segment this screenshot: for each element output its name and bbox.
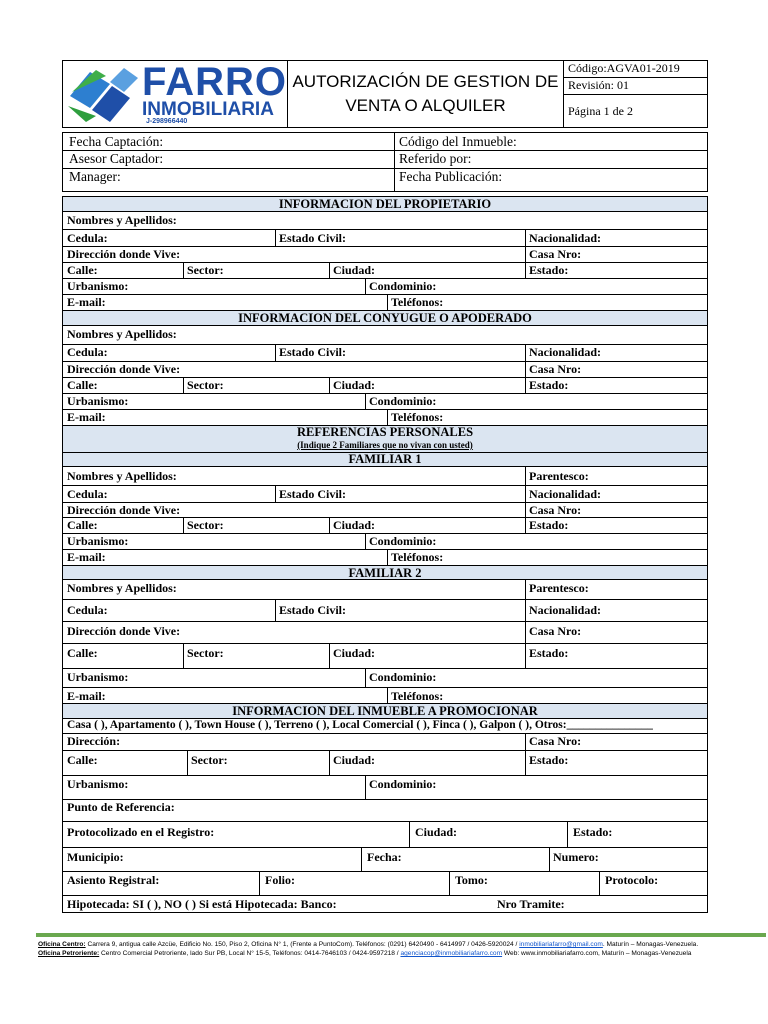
- section-referencias: [63, 425, 707, 453]
- propietario-cedula: Cedula:: [67, 231, 108, 245]
- inmueble-condominio: Condominio:: [369, 777, 437, 791]
- familiar2-nombres: Nombres y Apellidos:: [67, 581, 177, 595]
- tipos-inmueble: Casa ( ), Apartamento ( ), Town House ( ), Terreno ( ), Local Comercial ( ), Finca ( ), Galpon ( ), Otros:_______________: [67, 719, 653, 731]
- conyugue-estado: Estado:: [529, 378, 569, 392]
- familiar2-cedula: Cedula:: [67, 603, 108, 617]
- familiar2-casa-nro: Casa Nro:: [529, 624, 582, 638]
- conyugue-cedula: Cedula:: [67, 345, 108, 359]
- inmueble-casa-nro: Casa Nro:: [529, 734, 582, 748]
- conyugue-ciudad: Ciudad:: [333, 378, 376, 392]
- inmueble-ciudad: Ciudad:: [333, 753, 376, 767]
- logo-mark-icon: [66, 66, 142, 124]
- fecha-publicacion-label: Fecha Publicación:: [399, 169, 503, 184]
- title-line-2: VENTA O ALQUILER: [345, 96, 506, 115]
- inmueble-sector: Sector:: [191, 753, 228, 767]
- fecha-captacion-label: Fecha Captación:: [69, 134, 164, 149]
- familiar2-calle: Calle:: [67, 646, 98, 660]
- document-page: Página 1 de 2: [568, 104, 633, 118]
- inmueble-numero: Numero:: [553, 850, 599, 864]
- familiar1-direccion: Dirección donde Vive:: [67, 503, 181, 517]
- manager-label: Manager:: [69, 169, 121, 184]
- logo-name: FARRO: [142, 60, 287, 104]
- footer-bar: [36, 933, 766, 937]
- logo-subtitle: INMOBILIARIA: [142, 99, 274, 120]
- familiar1-nacionalidad: Nacionalidad:: [529, 487, 602, 501]
- section-familiar-2: FAMILIAR 2: [63, 565, 707, 580]
- familiar2-email: E-mail:: [67, 689, 106, 703]
- conyugue-direccion: Dirección donde Vive:: [67, 362, 181, 376]
- propietario-nombres: Nombres y Apellidos:: [67, 213, 177, 227]
- logo-rif: J-298966440: [146, 118, 188, 125]
- propietario-direccion: Dirección donde Vive:: [67, 247, 181, 261]
- conyugue-telefonos: Teléfonos:: [391, 410, 444, 424]
- conyugue-casa-nro: Casa Nro:: [529, 362, 582, 376]
- familiar1-condominio: Condominio:: [369, 534, 437, 548]
- propietario-calle: Calle:: [67, 263, 98, 277]
- inmueble-registro-estado: Estado:: [573, 825, 613, 839]
- inmueble-fecha: Fecha:: [367, 850, 402, 864]
- inmueble-protocolo: Protocolo:: [605, 873, 659, 887]
- conyugue-nombres: Nombres y Apellidos:: [67, 327, 177, 341]
- footer-oficina-centro: Oficina Centro: Carrera 9, antigua calle Azcüe, Edificio No. 150, Piso 2, Oficina N° 1, (Frente a PuntoCom). Teléfonos: (0291) 6420490 - 6414997 / 0426-5920024 / inmobiliariafarro@gmail.com. Maturín – Monagas-Venezuela.: [38, 941, 699, 948]
- familiar1-estado: Estado:: [529, 518, 569, 532]
- familiar2-ciudad: Ciudad:: [333, 646, 376, 660]
- inmueble-asiento: Asiento Registral:: [67, 873, 160, 887]
- propietario-casa-nro: Casa Nro:: [529, 247, 582, 261]
- familiar2-direccion: Dirección donde Vive:: [67, 624, 181, 638]
- inmueble-folio: Folio:: [265, 873, 295, 887]
- familiar1-nombres: Nombres y Apellidos:: [67, 469, 177, 483]
- propietario-sector: Sector:: [187, 263, 224, 277]
- propietario-nacionalidad: Nacionalidad:: [529, 231, 602, 245]
- form-grid: [62, 196, 708, 913]
- conyugue-condominio: Condominio:: [369, 394, 437, 408]
- section-conyugue: INFORMACION DEL CONYUGUE O APODERADO: [63, 310, 707, 326]
- section-familiar-1: FAMILIAR 1: [63, 453, 707, 467]
- familiar2-urbanismo: Urbanismo:: [67, 670, 129, 684]
- familiar2-sector: Sector:: [187, 646, 224, 660]
- inmueble-punto-referencia: Punto de Referencia:: [67, 800, 175, 814]
- inmueble-hipotecada: Hipotecada: SI ( ), NO ( ) Si está Hipotecada: Banco:: [67, 897, 337, 911]
- familiar2-condominio: Condominio:: [369, 670, 437, 684]
- inmueble-calle: Calle:: [67, 753, 98, 767]
- inmueble-municipio: Municipio:: [67, 850, 124, 864]
- conyugue-estado-civil: Estado Civil:: [279, 345, 347, 359]
- familiar1-calle: Calle:: [67, 518, 98, 532]
- familiar1-ciudad: Ciudad:: [333, 518, 376, 532]
- inmueble-tomo: Tomo:: [455, 873, 488, 887]
- propietario-email: E-mail:: [67, 295, 106, 309]
- inmueble-urbanismo: Urbanismo:: [67, 777, 129, 791]
- familiar2-telefonos: Teléfonos:: [391, 689, 444, 703]
- referencias-subtitle: (Indique 2 Familiares que no vivan con usted): [297, 440, 473, 450]
- familiar1-cedula: Cedula:: [67, 487, 108, 501]
- logo: [62, 60, 288, 128]
- conyugue-calle: Calle:: [67, 378, 98, 392]
- familiar1-casa-nro: Casa Nro:: [529, 503, 582, 517]
- familiar1-telefonos: Teléfonos:: [391, 550, 444, 564]
- propietario-estado: Estado:: [529, 263, 569, 277]
- asesor-label: Asesor Captador:: [69, 151, 164, 166]
- propietario-ciudad: Ciudad:: [333, 263, 376, 277]
- inmueble-direccion: Dirección:: [67, 734, 121, 748]
- capture-info-box: [62, 132, 708, 192]
- familiar2-nacionalidad: Nacionalidad:: [529, 603, 602, 617]
- familiar1-email: E-mail:: [67, 550, 106, 564]
- conyugue-nacionalidad: Nacionalidad:: [529, 345, 602, 359]
- familiar1-parentesco: Parentesco:: [529, 469, 589, 483]
- footer-oficina-petroriente: Oficina Petroriente: Centro Comercial Petroriente, lado Sur PB, Local N° 15-5, Teléfonos: 0414-7646103 / 0424-9597218 / agenciacop@inmobiliariafarro.com Web: www.inmobiliariafarro.com, Maturín – Monagas-Venezuela: [38, 950, 692, 957]
- propietario-urbanismo: Urbanismo:: [67, 279, 129, 293]
- conyugue-urbanismo: Urbanismo:: [67, 394, 129, 408]
- inmueble-protocolizado: Protocolizado en el Registro:: [67, 825, 215, 839]
- propietario-estado-civil: Estado Civil:: [279, 231, 347, 245]
- document-code: Código:AGVA01-2019: [568, 61, 680, 75]
- form-title: [288, 60, 564, 128]
- conyugue-email: E-mail:: [67, 410, 106, 424]
- propietario-telefonos: Teléfonos:: [391, 295, 444, 309]
- familiar1-urbanismo: Urbanismo:: [67, 534, 129, 548]
- propietario-condominio: Condominio:: [369, 279, 437, 293]
- codigo-inmueble-label: Código del Inmueble:: [399, 134, 517, 149]
- inmueble-estado: Estado:: [529, 753, 569, 767]
- section-inmueble: INFORMACION DEL INMUEBLE A PROMOCIONAR: [63, 703, 707, 719]
- title-line-1: AUTORIZACIÓN DE GESTION DE: [292, 72, 559, 91]
- familiar2-parentesco: Parentesco:: [529, 581, 589, 595]
- document-revision: Revisión: 01: [568, 78, 630, 92]
- referido-label: Referido por:: [399, 151, 472, 166]
- familiar1-estado-civil: Estado Civil:: [279, 487, 347, 501]
- section-propietario: INFORMACION DEL PROPIETARIO: [63, 197, 707, 212]
- familiar2-estado-civil: Estado Civil:: [279, 603, 347, 617]
- familiar1-sector: Sector:: [187, 518, 224, 532]
- familiar2-estado: Estado:: [529, 646, 569, 660]
- referencias-title: REFERENCIAS PERSONALES: [296, 425, 474, 439]
- inmueble-nro-tramite: Nro Tramite:: [497, 897, 565, 911]
- conyugue-sector: Sector:: [187, 378, 224, 392]
- inmueble-registro-ciudad: Ciudad:: [415, 825, 458, 839]
